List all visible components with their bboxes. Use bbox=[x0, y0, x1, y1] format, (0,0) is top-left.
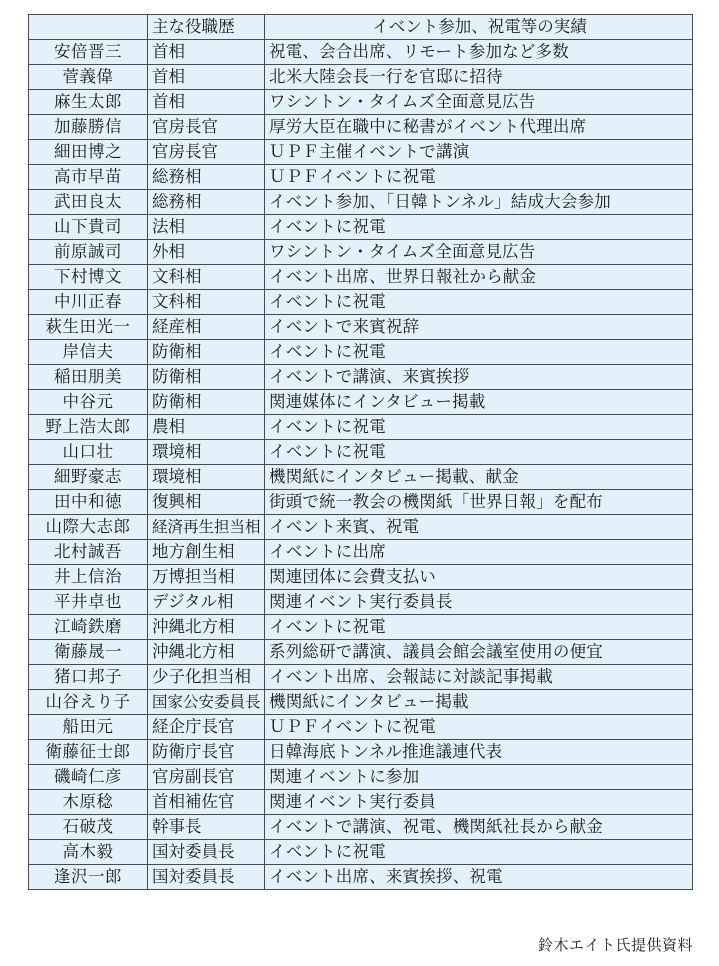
table-row bbox=[29, 765, 693, 790]
cell-name: 細野豪志 bbox=[29, 465, 148, 490]
table-row bbox=[29, 490, 693, 515]
cell-name: 下村博文 bbox=[29, 265, 148, 290]
table-row bbox=[29, 90, 693, 115]
cell-activity: ＵＰＦイベントに祝電 bbox=[265, 165, 693, 190]
cell-activity: イベントに祝電 bbox=[265, 415, 693, 440]
cell-post: 首相 bbox=[148, 65, 265, 90]
table-row bbox=[29, 115, 693, 140]
cell-name: 野上浩太郎 bbox=[29, 415, 148, 440]
table-row bbox=[29, 615, 693, 640]
cell-activity: イベントに祝電 bbox=[265, 440, 693, 465]
cell-post: 総務相 bbox=[148, 190, 265, 215]
cell-post: 防衛相 bbox=[148, 365, 265, 390]
cell-name: 木原稔 bbox=[29, 790, 148, 815]
cell-activity: イベント出席、来賓挨拶、祝電 bbox=[265, 865, 693, 890]
table-row bbox=[29, 565, 693, 590]
cell-post: 地方創生相 bbox=[148, 540, 265, 565]
cell-name: 衛藤征士郎 bbox=[29, 740, 148, 765]
table-row bbox=[29, 40, 693, 65]
cell-activity: 関連イベント実行委員 bbox=[265, 790, 693, 815]
cell-name: 加藤勝信 bbox=[29, 115, 148, 140]
table-row bbox=[29, 790, 693, 815]
header-row bbox=[29, 15, 693, 40]
cell-activity: 関連イベントに参加 bbox=[265, 765, 693, 790]
cell-activity: ＵＰＦイベントに祝電 bbox=[265, 715, 693, 740]
cell-activity: イベントに出席 bbox=[265, 540, 693, 565]
cell-name: 山際大志郎 bbox=[29, 515, 148, 540]
cell-activity: イベント出席、会報誌に対談記事掲載 bbox=[265, 665, 693, 690]
cell-name: 船田元 bbox=[29, 715, 148, 740]
cell-post: 防衛相 bbox=[148, 340, 265, 365]
cell-activity: 機関紙にインタビュー掲載、献金 bbox=[265, 465, 693, 490]
header-post: 主な役職歴 bbox=[148, 15, 265, 40]
table-row bbox=[29, 540, 693, 565]
cell-name: 武田良太 bbox=[29, 190, 148, 215]
cell-activity: ワシントン・タイムズ全面意見広告 bbox=[265, 240, 693, 265]
cell-name: 山下貴司 bbox=[29, 215, 148, 240]
cell-name: 高木毅 bbox=[29, 840, 148, 865]
table-row bbox=[29, 265, 693, 290]
header-name bbox=[29, 15, 148, 40]
cell-post: 国対委員長 bbox=[148, 865, 265, 890]
cell-name: 逢沢一郎 bbox=[29, 865, 148, 890]
cell-post: 防衛庁長官 bbox=[148, 740, 265, 765]
cell-post: 沖縄北方相 bbox=[148, 615, 265, 640]
table-row bbox=[29, 340, 693, 365]
cell-post: 万博担当相 bbox=[148, 565, 265, 590]
cell-name: 江崎鉄磨 bbox=[29, 615, 148, 640]
cell-post: 首相 bbox=[148, 40, 265, 65]
cell-activity: 厚労大臣在職中に秘書がイベント代理出席 bbox=[265, 115, 693, 140]
cell-name: 石破茂 bbox=[29, 815, 148, 840]
cell-post: 復興相 bbox=[148, 490, 265, 515]
cell-name: 稲田朋美 bbox=[29, 365, 148, 390]
cell-activity: 日韓海底トンネル推進議連代表 bbox=[265, 740, 693, 765]
cell-post: 法相 bbox=[148, 215, 265, 240]
cell-name: 細田博之 bbox=[29, 140, 148, 165]
table-row bbox=[29, 865, 693, 890]
table-row bbox=[29, 165, 693, 190]
cell-post: 防衛相 bbox=[148, 390, 265, 415]
cell-activity: 関連媒体にインタビュー掲載 bbox=[265, 390, 693, 415]
table-row bbox=[29, 665, 693, 690]
cell-activity: ＵＰＦ主催イベントで講演 bbox=[265, 140, 693, 165]
table-row bbox=[29, 240, 693, 265]
table-body bbox=[29, 40, 693, 890]
cell-post: 環境相 bbox=[148, 440, 265, 465]
cell-activity: イベント出席、世界日報社から献金 bbox=[265, 265, 693, 290]
cell-name: 磯崎仁彦 bbox=[29, 765, 148, 790]
table-row bbox=[29, 65, 693, 90]
table-row bbox=[29, 365, 693, 390]
cell-name: 菅義偉 bbox=[29, 65, 148, 90]
cell-name: 平井卓也 bbox=[29, 590, 148, 615]
cell-activity: イベントに祝電 bbox=[265, 615, 693, 640]
cell-post: デジタル相 bbox=[148, 590, 265, 615]
cell-post: 首相補佐官 bbox=[148, 790, 265, 815]
table-row bbox=[29, 140, 693, 165]
cell-name: 麻生太郎 bbox=[29, 90, 148, 115]
table-row bbox=[29, 640, 693, 665]
cell-post: 官房副長官 bbox=[148, 765, 265, 790]
cell-name: 高市早苗 bbox=[29, 165, 148, 190]
record-sheet bbox=[28, 14, 692, 890]
cell-activity: 街頭で統一教会の機関紙「世界日報」を配布 bbox=[265, 490, 693, 515]
cell-post: 総務相 bbox=[148, 165, 265, 190]
cell-post: 国家公安委員長 bbox=[148, 690, 265, 715]
cell-name: 北村誠吾 bbox=[29, 540, 148, 565]
cell-post: 官房長官 bbox=[148, 115, 265, 140]
cell-name: 猪口邦子 bbox=[29, 665, 148, 690]
cell-name: 山谷えり子 bbox=[29, 690, 148, 715]
cell-post: 官房長官 bbox=[148, 140, 265, 165]
cell-post: 経企庁長官 bbox=[148, 715, 265, 740]
cell-activity: イベントで講演、祝電、機関紙社長から献金 bbox=[265, 815, 693, 840]
cell-activity: 関連イベント実行委員長 bbox=[265, 590, 693, 615]
cell-post: 経産相 bbox=[148, 315, 265, 340]
cell-post: 外相 bbox=[148, 240, 265, 265]
table-row bbox=[29, 215, 693, 240]
cell-activity: ワシントン・タイムズ全面意見広告 bbox=[265, 90, 693, 115]
cell-activity: イベントに祝電 bbox=[265, 840, 693, 865]
cell-activity: イベントで来賓祝辞 bbox=[265, 315, 693, 340]
cell-activity: 関連団体に会費支払い bbox=[265, 565, 693, 590]
cell-name: 山口壮 bbox=[29, 440, 148, 465]
table-row bbox=[29, 315, 693, 340]
cell-post: 国対委員長 bbox=[148, 840, 265, 865]
cell-activity: イベントに祝電 bbox=[265, 215, 693, 240]
cell-activity: 祝電、会合出席、リモート参加など多数 bbox=[265, 40, 693, 65]
table-row bbox=[29, 440, 693, 465]
cell-post: 幹事長 bbox=[148, 815, 265, 840]
cell-activity: イベントで講演、来賓挨拶 bbox=[265, 365, 693, 390]
cell-name: 中川正春 bbox=[29, 290, 148, 315]
cell-name: 衛藤晟一 bbox=[29, 640, 148, 665]
cell-activity: イベントに祝電 bbox=[265, 290, 693, 315]
cell-name: 萩生田光一 bbox=[29, 315, 148, 340]
cell-activity: 系列総研で講演、議員会館会議室使用の便宜 bbox=[265, 640, 693, 665]
table-row bbox=[29, 465, 693, 490]
cell-activity: イベントに祝電 bbox=[265, 340, 693, 365]
cell-post: 少子化担当相 bbox=[148, 665, 265, 690]
cell-name: 中谷元 bbox=[29, 390, 148, 415]
header-activity: イベント参加、祝電等の実績 bbox=[265, 15, 693, 40]
cell-post: 沖縄北方相 bbox=[148, 640, 265, 665]
cell-name: 田中和徳 bbox=[29, 490, 148, 515]
cell-activity: 機関紙にインタビュー掲載 bbox=[265, 690, 693, 715]
table-row bbox=[29, 840, 693, 865]
table-row bbox=[29, 690, 693, 715]
cell-post: 首相 bbox=[148, 90, 265, 115]
source-credit: 鈴木エイト氏提供資料 bbox=[537, 936, 693, 954]
table-row bbox=[29, 715, 693, 740]
table-row bbox=[29, 290, 693, 315]
cell-post: 文科相 bbox=[148, 265, 265, 290]
cell-activity: イベント来賓、祝電 bbox=[265, 515, 693, 540]
table-row bbox=[29, 390, 693, 415]
politician-record-table bbox=[28, 14, 693, 890]
table-row bbox=[29, 590, 693, 615]
cell-name: 前原誠司 bbox=[29, 240, 148, 265]
table-row bbox=[29, 740, 693, 765]
cell-name: 岸信夫 bbox=[29, 340, 148, 365]
cell-activity: イベント参加、「日韓トンネル」結成大会参加 bbox=[265, 190, 693, 215]
table-row bbox=[29, 515, 693, 540]
cell-name: 安倍晋三 bbox=[29, 40, 148, 65]
cell-name: 井上信治 bbox=[29, 565, 148, 590]
cell-post: 環境相 bbox=[148, 465, 265, 490]
cell-post: 文科相 bbox=[148, 290, 265, 315]
table-row bbox=[29, 415, 693, 440]
cell-post: 経済再生担当相 bbox=[148, 515, 265, 540]
cell-activity: 北米大陸会長一行を官邸に招待 bbox=[265, 65, 693, 90]
cell-post: 農相 bbox=[148, 415, 265, 440]
table-row bbox=[29, 190, 693, 215]
table-row bbox=[29, 815, 693, 840]
